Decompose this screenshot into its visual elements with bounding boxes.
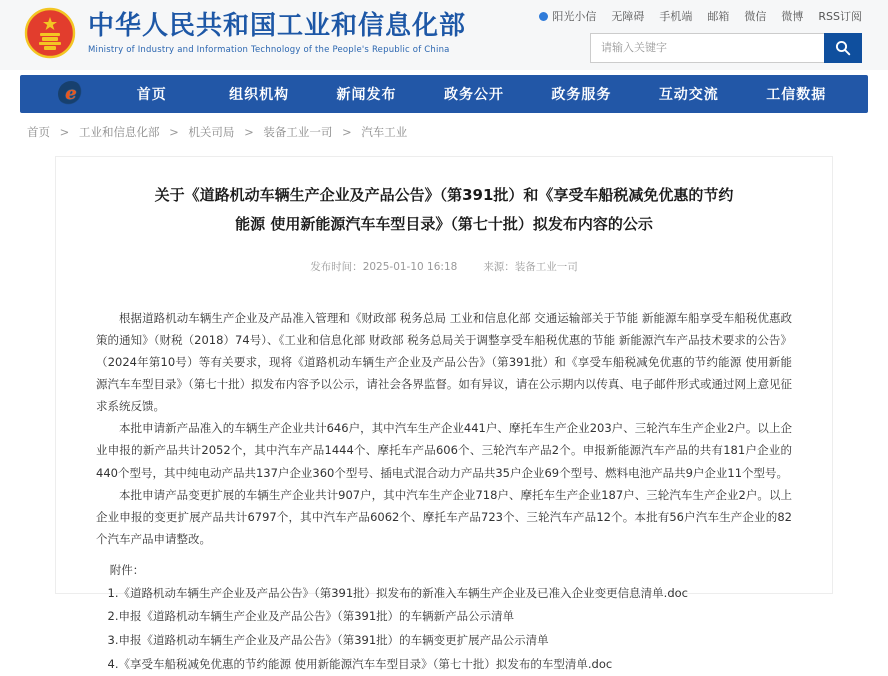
breadcrumb-separator: > <box>169 125 179 139</box>
utility-link-mobile[interactable]: 手机端 <box>659 10 693 23</box>
paragraph: 本批申请新产品准入的车辆生产企业共计646户，其中汽车生产企业441户、摩托车生产企业203户、三轮汽车生产企业2户。以上企业申报的新产品共计2052个，其中汽车产品1444个、摩托车产品606个、三轮汽车产品2个。申报新能源汽车产品的共有181户企业的440个型号，其中纯电动产品共137户企业360个型号、插电式混合动力产品共35户企业69个型号、燃料电池产品共9户企业11个型号。 <box>96 421 792 480</box>
breadcrumb-item-departments[interactable]: 机关司局 <box>188 125 235 139</box>
utility-link-weibo[interactable]: 微博 <box>781 10 804 23</box>
utility-link-label: 阳光小信 <box>552 10 597 23</box>
nav-item-data[interactable]: 工信数据 <box>766 87 827 103</box>
main-nav <box>20 75 868 113</box>
attachment-link-1[interactable]: 1.《道路机动车辆生产企业及产品公告》（第391批）拟发布的新准入车辆生产企业及已准入企业变更信息清单.doc <box>107 585 688 600</box>
attachment-link-4[interactable]: 4.《享受车船税减免优惠的节约能源 使用新能源汽车车型目录》（第七十批）拟发布的车型清单.doc <box>107 656 613 671</box>
attachments-label: 附件： <box>109 562 145 577</box>
breadcrumb-separator: > <box>59 125 70 139</box>
breadcrumb-item-equipment-bureau[interactable]: 装备工业一司 <box>263 125 333 139</box>
article-meta <box>96 259 792 274</box>
utility-link-assistant[interactable] <box>539 8 596 24</box>
nav-item-gov-disclosure[interactable]: 政务公开 <box>443 87 504 103</box>
publish-time-label: 发布时间： <box>310 261 363 273</box>
breadcrumb-separator: > <box>342 125 352 139</box>
attachment-link-3[interactable]: 3.申报《道路机动车辆生产企业及产品公告》（第391批）的车辆变更扩展产品公示清单 <box>107 632 549 647</box>
breadcrumb-item-auto-industry[interactable]: 汽车工业 <box>361 125 408 139</box>
utility-link-wechat[interactable]: 微信 <box>744 10 767 23</box>
nav-item-gov-services[interactable]: 政务服务 <box>551 87 612 103</box>
paragraph: 根据道路机动车辆生产企业及产品准入管理和《财政部 税务总局 工业和信息化部 交通运输部关于节能 新能源车船享受车船税优惠政策的通知》（财税（2018）74号）、《工业和信息化部 财政部 税务总局关于调整享受车船税优惠的节能 新能源汽车产品技术要求的公告》（2024年第10号）等有关要求，现将《道路机动车辆生产企业及产品公告》（第391批）和《享受车船税减免优惠的节约能源 使用新能源汽车车型目录》（第七十批）拟发布内容予以公示，请社会各界监督。如有异议，请在公示期内以传真、电子邮件形式或通过网上意见征求系统反馈。 <box>96 311 792 414</box>
breadcrumb <box>0 113 888 146</box>
site-header <box>0 0 888 70</box>
miit-logo-icon[interactable]: e <box>58 81 84 107</box>
brand-text <box>88 11 466 54</box>
utility-links <box>539 8 862 24</box>
breadcrumb-item-miit[interactable]: 工业和信息化部 <box>78 125 160 139</box>
article-body <box>96 307 792 550</box>
national-emblem-icon <box>24 7 76 59</box>
search-bar <box>590 33 862 63</box>
source-label: 来源： <box>483 261 515 273</box>
publish-time: 2025-01-10 16:18 <box>362 261 458 273</box>
nav-item-interaction[interactable]: 互动交流 <box>658 87 719 103</box>
attachments-section <box>96 559 792 676</box>
article-title: 关于《道路机动车辆生产企业及产品公告》（第391批）和《享受车船税减免优惠的节约能源 使用新能源汽车车型目录》（第七十批）拟发布内容的公示 <box>154 186 734 233</box>
source-value: 装备工业一司 <box>514 261 578 273</box>
utility-link-accessibility[interactable]: 无障碍 <box>611 10 645 23</box>
utility-link-mail[interactable]: 邮箱 <box>707 10 730 23</box>
nav-item-home[interactable]: 首页 <box>136 87 167 103</box>
site-logo-link[interactable] <box>24 7 466 59</box>
paragraph: 本批申请产品变更扩展的车辆生产企业共计907户，其中汽车生产企业718户、摩托车生产企业187户、三轮汽车生产企业2户。以上企业申报的变更扩展产品共计6797个，其中汽车产品6062个、摩托车产品723个、三轮汽车产品12个。本批有56户汽车生产企业的82个汽车产品申请整改。 <box>96 487 792 546</box>
nav-item-organization[interactable]: 组织机构 <box>229 87 290 103</box>
utility-link-rss[interactable]: RSS订阅 <box>818 10 862 23</box>
site-title: 中华人民共和国工业和信息化部 <box>88 11 467 42</box>
search-icon <box>835 40 851 56</box>
site-subtitle: Ministry of Industry and Information Technology of the People's Republic of China <box>88 44 450 55</box>
breadcrumb-separator: > <box>244 125 254 139</box>
assistant-icon <box>539 12 548 21</box>
breadcrumb-item-home[interactable]: 首页 <box>27 125 50 139</box>
search-input[interactable] <box>590 33 824 63</box>
attachment-link-2[interactable]: 2.申报《道路机动车辆生产企业及产品公告》（第391批）的车辆新产品公示清单 <box>107 609 515 624</box>
article-card <box>55 156 833 671</box>
search-button[interactable] <box>824 33 862 63</box>
nav-item-news[interactable]: 新闻发布 <box>336 87 397 103</box>
